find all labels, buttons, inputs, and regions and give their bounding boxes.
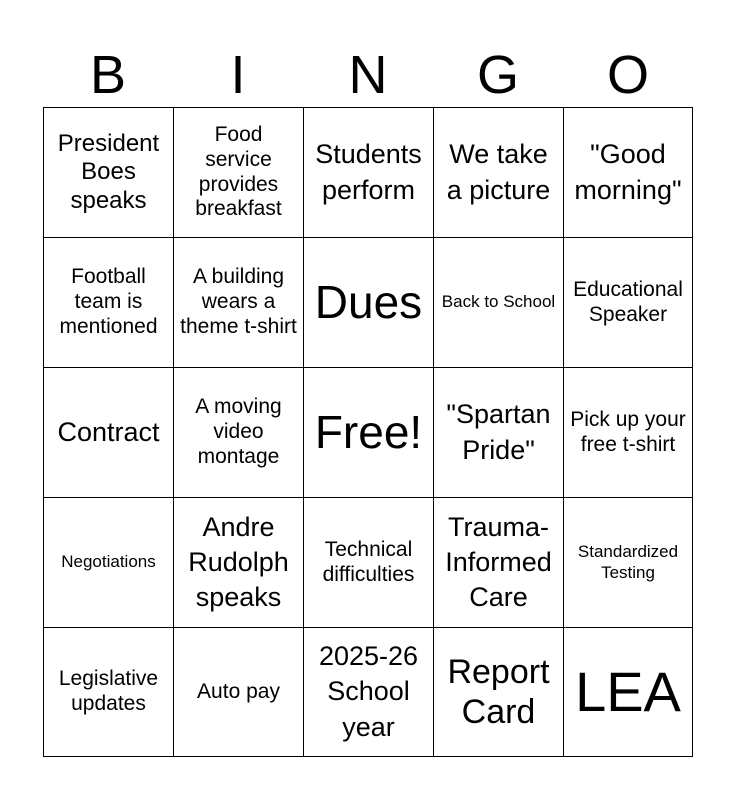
bingo-header bbox=[43, 44, 693, 106]
bingo-cell[interactable]: Andre Rudolph speaks bbox=[173, 497, 303, 627]
bingo-cell[interactable]: A moving video montage bbox=[173, 367, 303, 497]
bingo-cell[interactable]: Report Card bbox=[433, 627, 563, 757]
bingo-cell[interactable]: Legislative updates bbox=[43, 627, 173, 757]
bingo-cell[interactable]: A building wears a theme t-shirt bbox=[173, 237, 303, 367]
bingo-cell free-space[interactable]: Free! bbox=[303, 367, 433, 497]
header-letter-i: I bbox=[230, 45, 246, 105]
bingo-cell[interactable]: Students perform bbox=[303, 107, 433, 237]
bingo-cell[interactable]: 2025-26 School year bbox=[303, 627, 433, 757]
bingo-cell[interactable]: Trauma-Informed Care bbox=[433, 497, 563, 627]
bingo-cell[interactable]: LEA bbox=[563, 627, 693, 757]
header-letter-n: N bbox=[348, 45, 388, 105]
bingo-cell[interactable]: Pick up your free t-shirt bbox=[563, 367, 693, 497]
bingo-cell[interactable]: Standardized Testing bbox=[563, 497, 693, 627]
bingo-cell[interactable]: Auto pay bbox=[173, 627, 303, 757]
bingo-cell[interactable]: Dues bbox=[303, 237, 433, 367]
bingo-cell[interactable]: Negotiations bbox=[43, 497, 173, 627]
bingo-cell[interactable]: Contract bbox=[43, 367, 173, 497]
bingo-cell[interactable]: Educational Speaker bbox=[563, 237, 693, 367]
bingo-cell[interactable]: Back to School bbox=[433, 237, 563, 367]
header-letter-g: G bbox=[476, 45, 519, 105]
bingo-cell[interactable]: Technical difficulties bbox=[303, 497, 433, 627]
header-letter-b: B bbox=[89, 45, 127, 105]
bingo-cell[interactable]: "Good morning" bbox=[563, 107, 693, 237]
bingo-cell[interactable]: Football team is mentioned bbox=[43, 237, 173, 367]
bingo-card bbox=[43, 107, 693, 757]
header-letter-o: O bbox=[606, 45, 649, 105]
bingo-cell[interactable]: "Spartan Pride" bbox=[433, 367, 563, 497]
bingo-cell[interactable]: Food service provides breakfast bbox=[173, 107, 303, 237]
bingo-cell[interactable]: We take a picture bbox=[433, 107, 563, 237]
bingo-cell[interactable]: President Boes speaks bbox=[43, 107, 173, 237]
